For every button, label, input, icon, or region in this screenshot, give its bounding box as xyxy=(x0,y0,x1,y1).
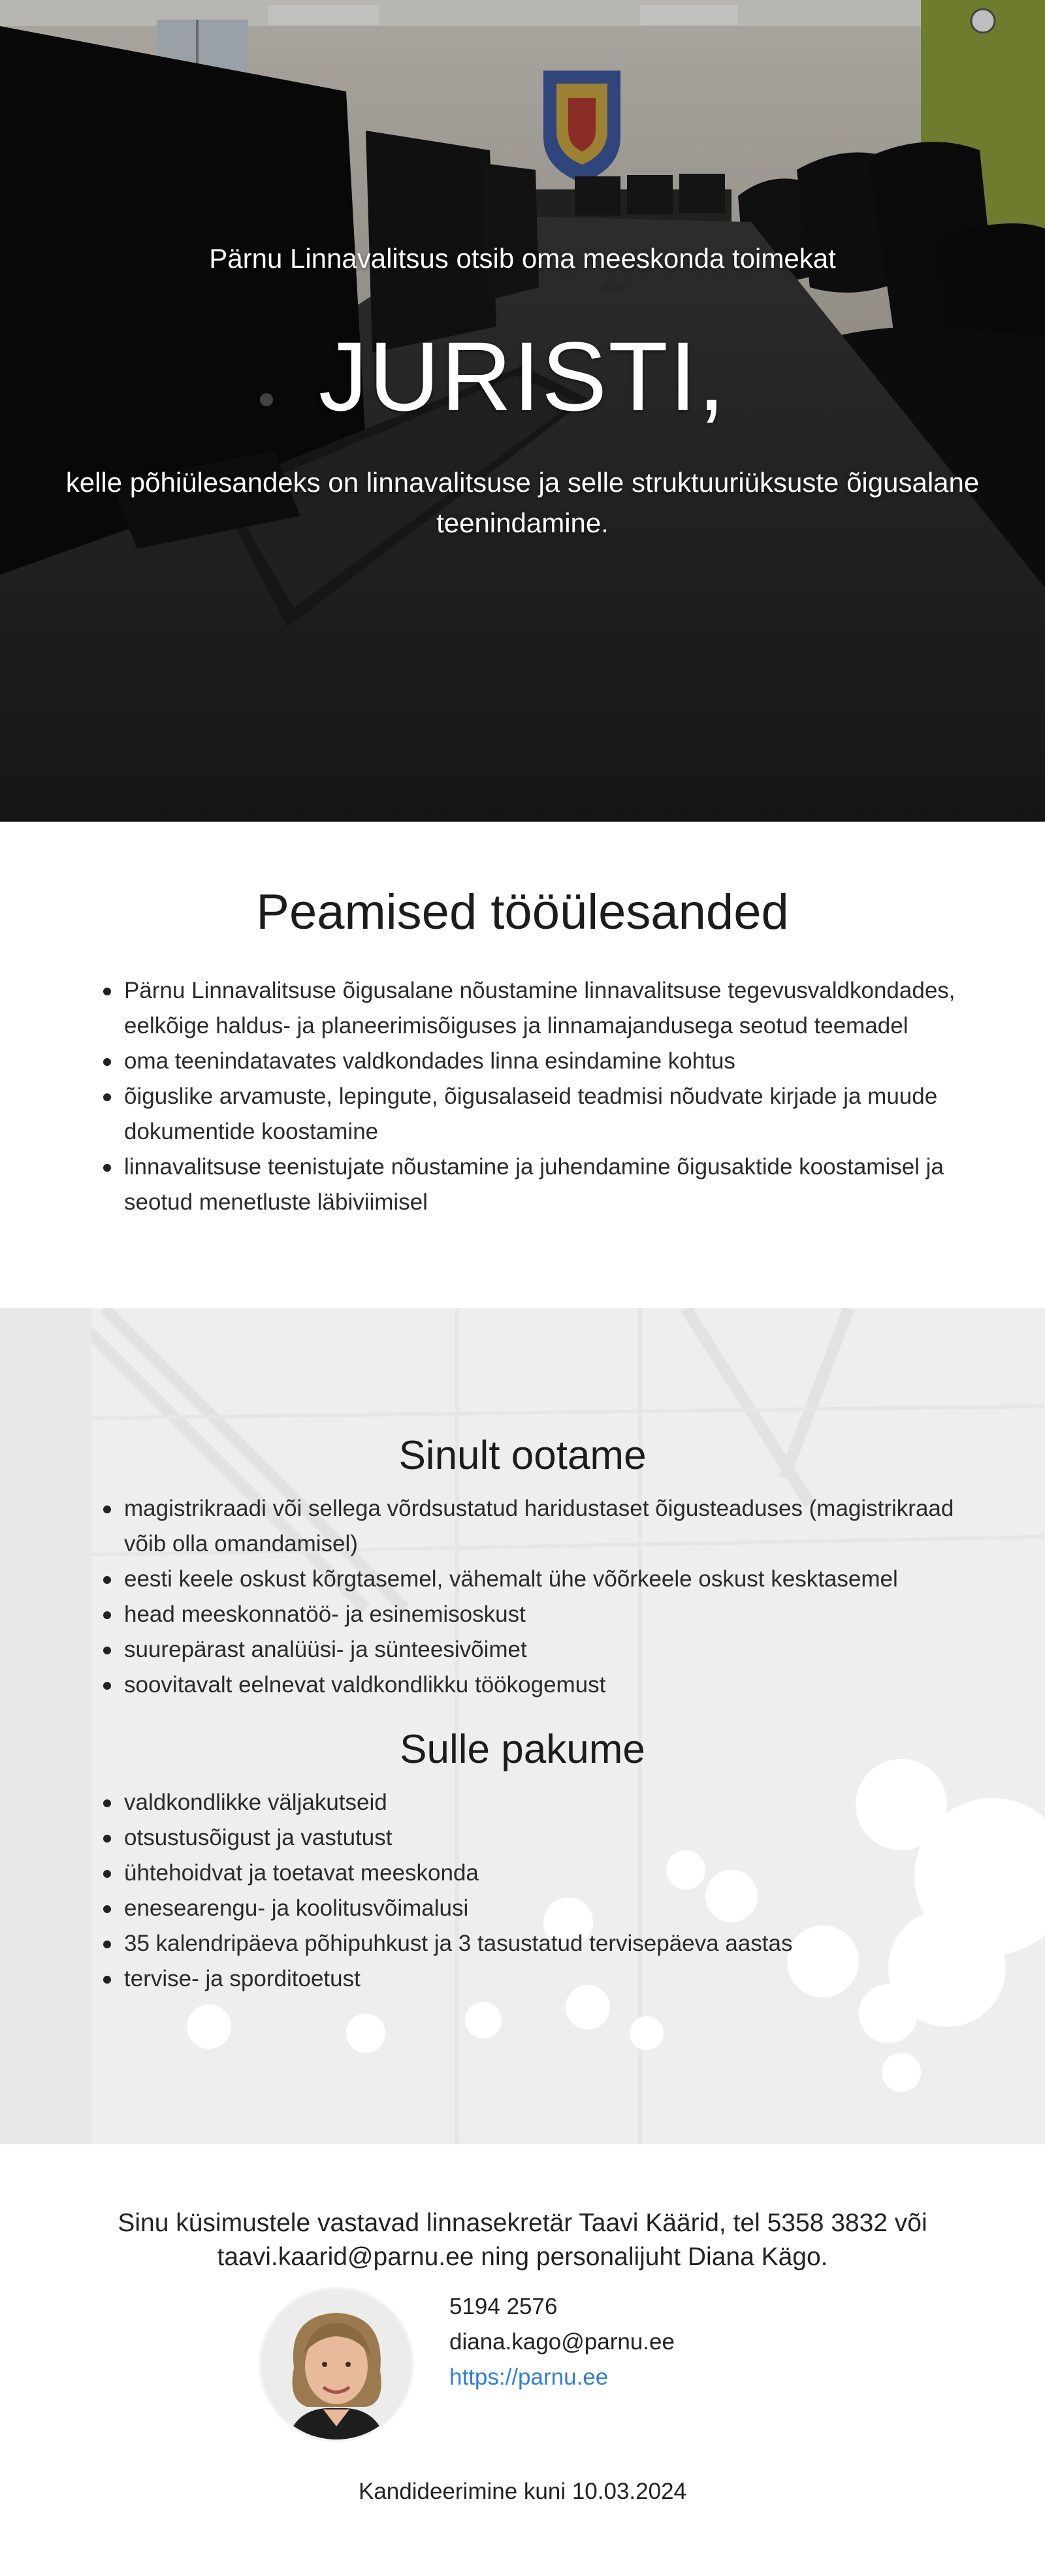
list-item: ühtehoidvat ja toetavat meeskonda xyxy=(103,1856,978,1891)
hero-banner xyxy=(0,0,1045,822)
hero-title: JURISTI, xyxy=(318,321,727,431)
website-link[interactable]: https://parnu.ee xyxy=(449,2364,609,2390)
offers-title: Sulle pakume xyxy=(400,1727,645,1772)
contact-intro-line: taavi.kaarid@parnu.ee ning personalijuht Diana Kägo. xyxy=(217,2243,828,2271)
list-item: eesti keele oskust kõrgtasemel, vähemalt ühe võõrkeele oskust kesktasemel xyxy=(103,1562,978,1597)
list-item: õiguslike arvamuste, lepingute, õigusalaseid teadmisi nõudvate kirjade ja muude dokumentide koostamine xyxy=(103,1079,965,1150)
list-item: oma teenindatavates valdkondades linna esindamine kohtus xyxy=(103,1044,965,1079)
contact-details xyxy=(449,2289,675,2395)
hero-subtitle: Pärnu Linnavalitsus otsib oma meeskonda toimekat xyxy=(209,243,836,274)
list-item: soovitavalt eelnevat valdkondlikku töökogemust xyxy=(103,1667,978,1703)
list-item: tervise- ja sporditoetust xyxy=(103,1961,978,1997)
duties-section xyxy=(0,822,1045,1308)
list-item: 35 kalendripäeva põhipuhkust ja 3 tasustatud tervisepäeva aastas xyxy=(103,1926,978,1961)
requirements-offers-section xyxy=(0,1308,1045,2144)
contact-section xyxy=(0,2144,1045,2576)
application-deadline: Kandideerimine kuni 10.03.2024 xyxy=(358,2479,687,2504)
person-photo xyxy=(261,2289,411,2439)
list-item: linnavalitsuse teenistujate nõustamine ja juhendamine õigusaktide koostamisel ja seotud menetluste läbiviimisel xyxy=(103,1150,965,1220)
offers-list xyxy=(103,1785,978,1997)
contact-intro-line: Sinu küsimustele vastavad linnasekretär Taavi Käärid, tel 5358 3832 või xyxy=(118,2209,927,2237)
list-item: otsustusõigust ja vastutust xyxy=(103,1820,978,1856)
duties-list xyxy=(103,973,965,1220)
avatar xyxy=(261,2289,411,2439)
list-item: valdkondlikke väljakutseid xyxy=(103,1785,978,1820)
list-item: Pärnu Linnavalitsuse õigusalane nõustamine linnavalitsuse tegevusvaldkondades, eelkõige haldus- ja planeerimisõiguses ja linnamajandusega seotud teemadel xyxy=(103,973,965,1044)
hero-description: kelle põhiülesandeks on linnavalitsuse ja selle struktuuriüksuste õigusalane teenindamine. xyxy=(65,467,980,538)
expectations-list xyxy=(103,1491,978,1703)
list-item: enesearengu- ja koolitusvõimalusi xyxy=(103,1891,978,1926)
list-item: head meeskonnatöö- ja esinemisoskust xyxy=(103,1597,978,1632)
list-item: magistrikraadi või sellega võrdsustatud haridustaset õigusteaduses (magistrikraad võib olla omandamisel) xyxy=(103,1491,978,1562)
contact-email: diana.kago@parnu.ee xyxy=(449,2329,675,2355)
contact-phone: 5194 2576 xyxy=(449,2294,558,2319)
contact-intro xyxy=(0,2206,1045,2274)
expectations-title: Sinult ootame xyxy=(398,1433,647,1478)
duties-title: Peamised tööülesanded xyxy=(256,884,789,940)
list-item: suurepärast analüüsi- ja sünteesivõimet xyxy=(103,1632,978,1667)
